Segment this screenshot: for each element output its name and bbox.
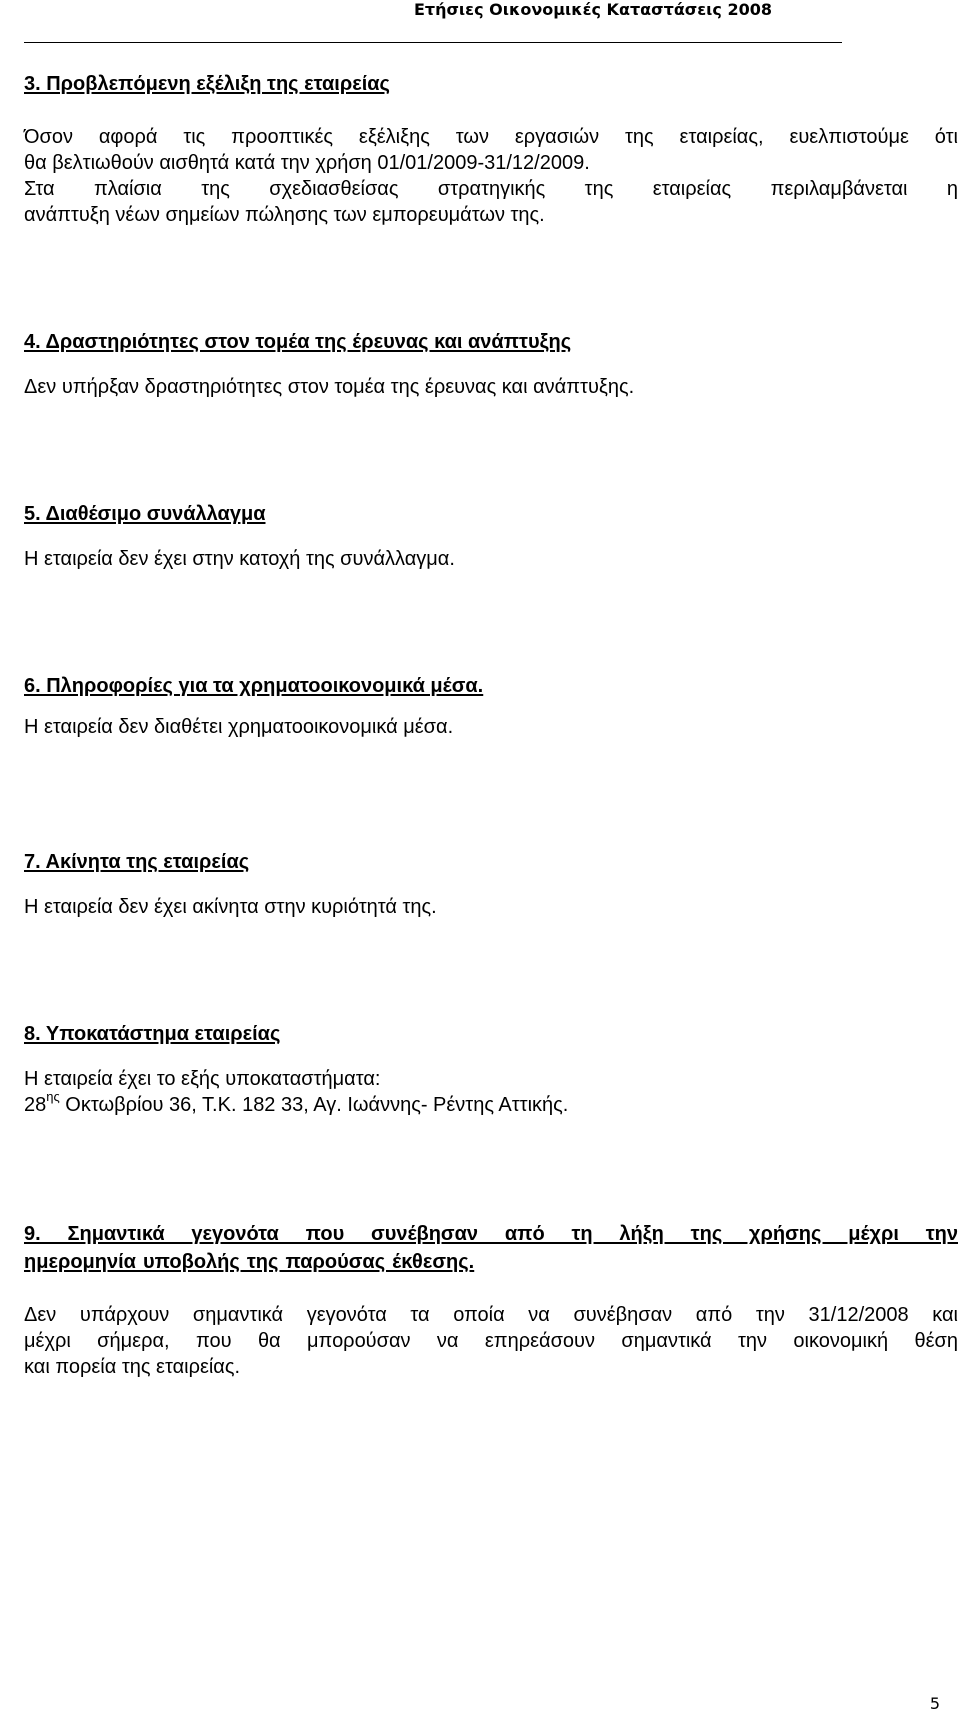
section-3-line-2: θα βελτιωθούν αισθητά κατά την χρήση 01/01/2009-31/12/2009.	[24, 152, 590, 174]
section-8-paragraph	[24, 1066, 958, 1118]
branch-address	[24, 1089, 958, 1118]
section-6-text: Η εταιρεία δεν διαθέτει χρηματοοικονομικά μέσα.	[24, 716, 454, 738]
branch-address-day: 28	[24, 1094, 47, 1116]
page-header	[0, 0, 960, 44]
section-3-line-3: Στα πλαίσια της σχεδιασθείσας στρατηγικής της εταιρείας περιλαμβάνεται η	[24, 178, 958, 200]
section-9-line-3: και πορεία της εταιρείας.	[24, 1356, 241, 1378]
section-9-line-2: μέχρι σήμερα, που θα μπορούσαν να επηρεάσουν σημαντικά την οικονομική θέση	[24, 1330, 958, 1352]
section-9-heading	[24, 1220, 958, 1276]
section-7-text: Η εταιρεία δεν έχει ακίνητα στην κυριότητά της.	[24, 896, 437, 918]
section-3-line-4: ανάπτυξη νέων σημείων πώλησης των εμπορευμάτων της.	[24, 204, 545, 226]
section-3	[24, 72, 958, 228]
section-5-heading: 5. Διαθέσιμο συνάλλαγμα	[24, 503, 266, 525]
header-rule	[24, 42, 842, 43]
section-9-heading-line-1: 9. Σημαντικά γεγονότα που συνέβησαν από τη λήξη της χρήσης μέχρι την	[24, 1223, 958, 1245]
section-8-text: Η εταιρεία έχει το εξής υποκαταστήματα:	[24, 1068, 381, 1090]
branch-address-ordinal: ης	[46, 1089, 60, 1105]
section-5-text: Η εταιρεία δεν έχει στην κατοχή της συνάλλαγμα.	[24, 548, 455, 570]
section-4-text: Δεν υπήρξαν δραστηριότητες στον τομέα της έρευνας και ανάπτυξης.	[24, 376, 635, 398]
section-3-paragraph	[24, 124, 958, 228]
section-6-heading: 6. Πληροφορίες για τα χρηματοοικονομικά μέσα.	[24, 675, 484, 697]
section-7	[24, 850, 958, 920]
section-8-heading: 8. Υποκατάστημα εταιρείας	[24, 1023, 281, 1045]
section-7-heading: 7. Ακίνητα της εταιρείας	[24, 851, 250, 873]
section-9-heading-line-2: ημερομηνία υποβολής της παρούσας έκθεσης.	[24, 1251, 475, 1273]
section-4-heading: 4. Δραστηριότητες στον τομέα της έρευνας και ανάπτυξης	[24, 331, 572, 353]
branch-address-rest: Οκτωβρίου 36, Τ.Κ. 182 33, Αγ. Ιωάννης- Ρέντης Αττικής.	[59, 1094, 569, 1116]
section-9	[24, 1220, 958, 1380]
section-9-line-1: Δεν υπάρχουν σημαντικά γεγονότα τα οποία να συνέβησαν από την 31/12/2008 και	[24, 1304, 958, 1326]
section-5	[24, 502, 958, 572]
section-3-heading: 3. Προβλεπόμενη εξέλιξη της εταιρείας	[24, 73, 390, 95]
section-6	[24, 674, 958, 740]
section-3-line-1: Όσον αφορά τις προοπτικές εξέλιξης των εργασιών της εταιρείας, ευελπιστούμε ότι	[24, 126, 958, 148]
section-4	[24, 330, 958, 400]
section-9-paragraph	[24, 1302, 958, 1380]
page-number: 5	[929, 1694, 940, 1713]
header-title: Ετήσιες Οικονομικές Καταστάσεις 2008	[413, 0, 772, 19]
section-8	[24, 1022, 958, 1118]
